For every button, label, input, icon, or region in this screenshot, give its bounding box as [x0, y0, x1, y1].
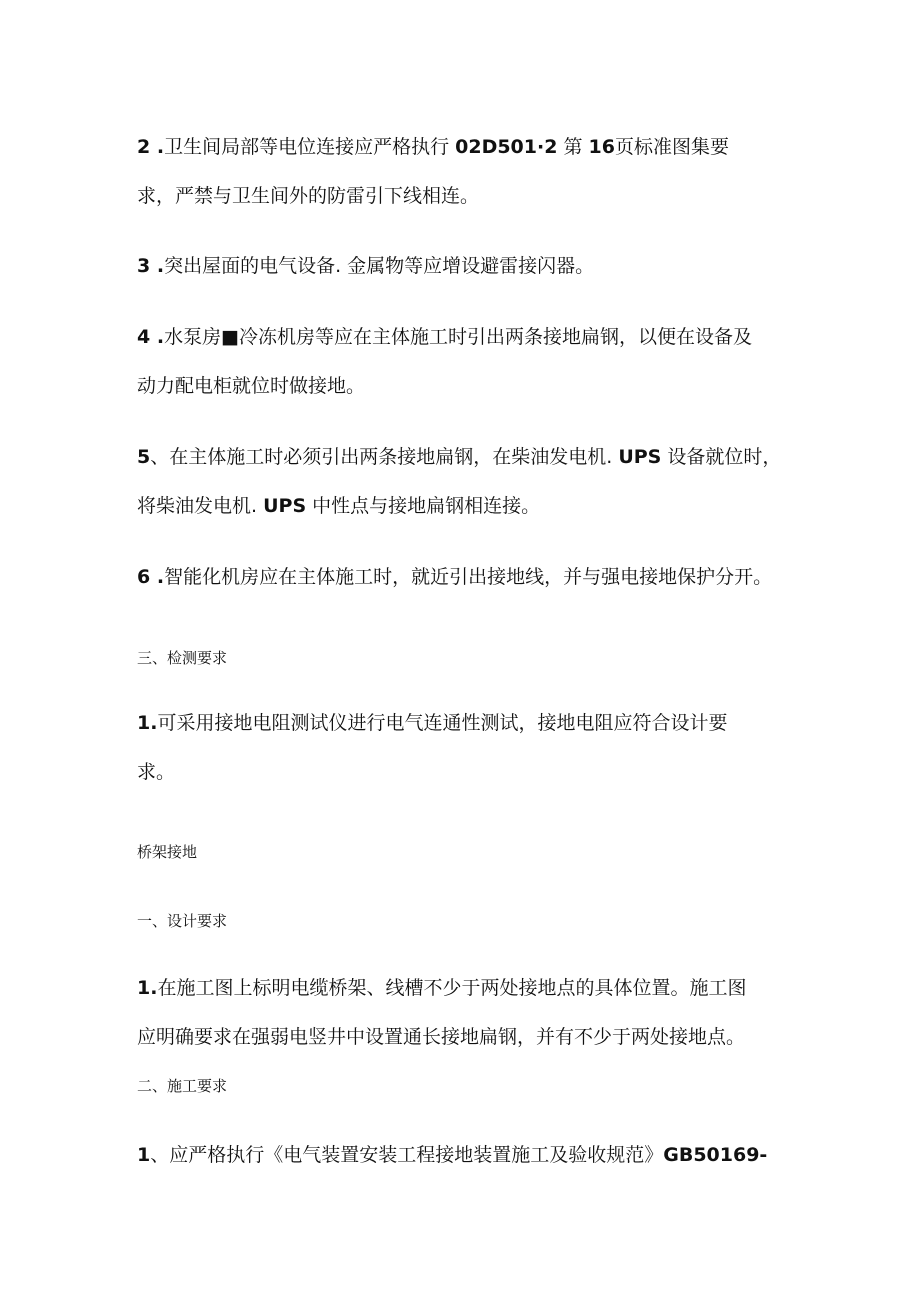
standard-code: GB50169- [663, 1144, 768, 1166]
para-number: 6 . [137, 566, 165, 588]
inspection-item-line-2: 求。 [137, 761, 176, 783]
para-4-line-1: 4 .水泵房■冷冻机房等应在主体施工时引出两条接地扁钢，以便在设备及 [137, 326, 753, 348]
para-number: 4 . [137, 326, 165, 348]
para-number: 3 . [137, 255, 165, 277]
item-number: 1. [137, 977, 158, 999]
para-2-line-1: 2 .卫生间局部等电位连接应严格执行 02D501·2 第 16页标准图集要 [137, 136, 730, 158]
para-5-line-1: 5、在主体施工时必须引出两条接地扁钢，在柴油发电机. UPS 设备就位时， [137, 446, 782, 468]
inspection-item-line-1: 1.可采用接地电阻测试仪进行电气连通性测试，接地电阻应符合设计要 [137, 712, 728, 734]
item-number: 1. [137, 712, 158, 734]
para-5-line-2: 将柴油发电机. UPS 中性点与接地扁钢相连接。 [137, 495, 541, 517]
design-item-line-1: 1.在施工图上标明电缆桥架、线槽不少于两处接地点的具体位置。施工图 [137, 977, 747, 999]
para-3-line-1: 3 .突出屋面的电气设备. 金属物等应增设避雷接闪器。 [137, 255, 595, 277]
construction-item-line-1: 1、应严格执行《电气装置安装工程接地装置施工及验收规范》GB50169- [137, 1144, 768, 1166]
heading-construction-requirements: 二、施工要求 [137, 1077, 228, 1095]
heading-tray-grounding: 桥架接地 [137, 843, 198, 861]
item-number: 1 [137, 1144, 151, 1166]
para-number: 5 [137, 446, 151, 468]
para-6-line-1: 6 .智能化机房应在主体施工时，就近引出接地线，并与强电接地保护分开。 [137, 566, 773, 588]
para-4-line-2: 动力配电柜就位时做接地。 [137, 375, 366, 397]
para-2-line-2: 求，严禁与卫生间外的防雷引下线相连。 [137, 185, 480, 207]
para-number: 2 . [137, 136, 165, 158]
heading-inspection-requirements: 三、检测要求 [137, 649, 228, 667]
design-item-line-2: 应明确要求在强弱电竖井中设置通长接地扁钢，并有不少于两处接地点。 [137, 1026, 746, 1048]
heading-design-requirements: 一、设计要求 [137, 912, 228, 930]
